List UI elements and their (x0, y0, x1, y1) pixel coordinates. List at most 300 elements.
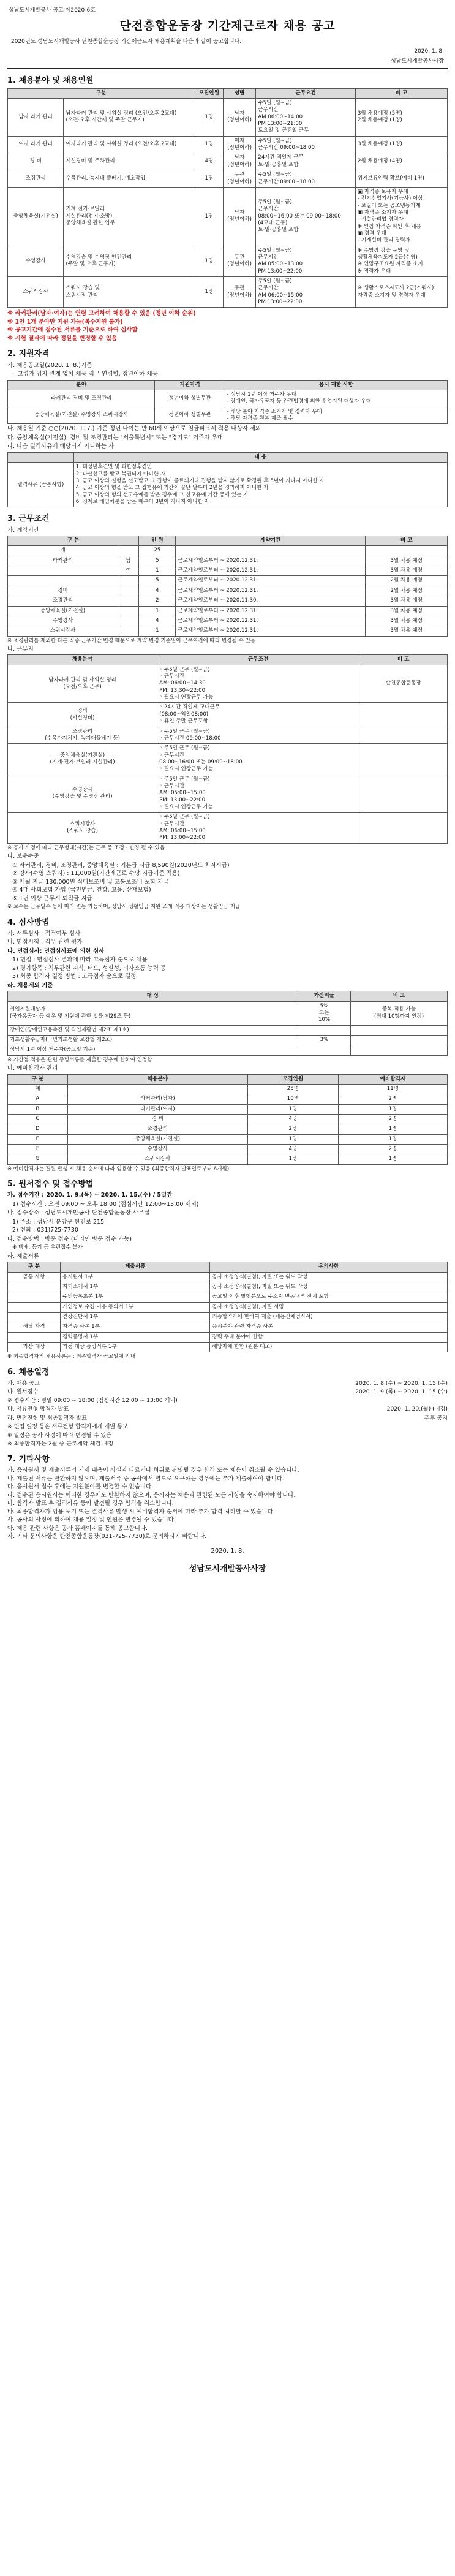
s4-c: 다. 면접심사: 면접심사표에 의한 심사 (7, 947, 105, 955)
wp-cond: ◦ 주5일 근무 (월~금) ◦ 근무시간 AM: 06:00~14:30 PM: 13:30~22:00 ◦ 필요시 연장근무 가능 (157, 665, 359, 703)
wp-field: 스쿼시강사 (스쿼시 강습) (8, 813, 157, 843)
s3-a-title: 가. 계약기간 (7, 526, 39, 534)
table-row (8, 390, 448, 407)
table-row (8, 616, 448, 626)
contract-body (8, 546, 448, 636)
contract-note-cell: 3월 채용 예정 (366, 566, 448, 576)
contract-sub: 남 (118, 556, 139, 566)
bonus-note: ※ 가산점 적용은 관련 증빙서류를 제출한 경우에 한하여 인정함 (7, 1056, 152, 1063)
recruit-work: 주5일 (월~금) 근무시간 AM 05:00~13:00 PM 13:00~22:00 (256, 246, 356, 276)
s5-b: 나. 접수장소 : 성남도시개발공사 탄천종합운동장 사무실 (7, 1210, 150, 1217)
s5-a2: 1) 접수시간 : 오전 09:00 ~ 오후 18:00 (점심시간 12:00~13:00 제외) (12, 1200, 199, 1208)
table-row (8, 703, 448, 727)
reserve-spare: 1명 (338, 1134, 447, 1144)
table-row (8, 1094, 448, 1104)
misc-item: 라. 접수된 응시원서는 어떠한 경우에도 반환하지 않으며, 응시자는 채용과 관련된 모든 사항을 숙지하여야 합니다. (7, 1491, 296, 1499)
contract-count: 4 (139, 586, 176, 596)
table-row (8, 1154, 448, 1164)
wp-field: 조경관리 (수목가지치기, 녹지대풀베기 등) (8, 727, 157, 744)
recruit-header: 모집인원 (195, 88, 223, 98)
contract-header: 계약기간 (176, 536, 366, 546)
footer-org: 성남도시개발공사사장 (189, 1564, 266, 1574)
qual-field: 중앙체육실(기전실)·수영강사·스쿼시강사 (8, 407, 155, 424)
qual-body (8, 390, 448, 424)
disqualification-table (7, 452, 448, 507)
reserve-group: G (8, 1154, 68, 1164)
doc-name: 주민등록초본 1부 (61, 1292, 210, 1302)
reserve-count: 2명 (248, 1124, 339, 1134)
doc-group (8, 1332, 61, 1342)
recruit-sex: 남자 (정년이하) (223, 187, 256, 246)
contract-category: 조경관리 (8, 596, 118, 606)
qual-req: 정년이하 성별무관 (155, 407, 225, 424)
pay-item: ① 라커관리, 경비, 조경관리, 중앙체육실 : 기본급 시급 8,590원(2020년도 최저시급) (12, 862, 230, 869)
s5-b-item: 2) 전화 : 031)725-7730 (12, 1227, 78, 1234)
recruit-detail: 시설경비 및 주차관리 (64, 153, 195, 170)
footer-date: 2020. 1. 8. (211, 1548, 244, 1555)
recruit-work: 주5일 (월~금) 근무시간 08:00~16:00 또는 09:00~18:00 (4교대 근무) 토·일·공휴일 포함 (256, 187, 356, 246)
contract-category: 스쿼시강사 (8, 626, 118, 636)
recruit-note: ※ 라커관리(남자·여자)는 연령 고려하여 채용할 수 있음 (정년 이하 순위) (7, 310, 196, 317)
recruit-note: ※ 공고기간에 접수된 서류를 기준으로 하여 심사함 (7, 327, 138, 334)
qual-field: 라커관리·경비 및 조경관리 (8, 390, 155, 407)
header-org: 성남도시개발공사사장 (391, 58, 444, 64)
contract-period: 근로계약일로부터 ~ 2020.11.30. (176, 596, 366, 606)
contract-table (7, 536, 448, 636)
doc-note: ※ 최종합격자의 채용서류는 : 최종합격자 공고일에 안내 (7, 1354, 136, 1360)
schedule-key: ※ 최종합격자는 2월 중 근로계약 체결 예정 (7, 1440, 114, 1447)
contract-note: ※ 조경관리를 제외한 다른 직종 근무기간 변경 때문으로 계약 변경 기준일이 근무여건에 따라 변경될 수 있음 (7, 637, 256, 644)
pay-item: ⑤ 1년 이상 근무시 퇴직금 지급 (12, 895, 92, 902)
misc-item: 나. 제출된 서류는 반환하지 않으며, 제출서류 중 공사에서 별도로 요구하는 경우에는 추가 제출하여야 합니다. (7, 1475, 285, 1482)
contract-sub: 여 (118, 566, 139, 576)
doc-note-cell: 공사 소정양식(별첨), 자필 또는 워드 작성 (210, 1272, 448, 1282)
reserve-header: 구 분 (8, 1074, 68, 1084)
reserve-spare: 11명 (338, 1085, 447, 1094)
qual-limit: - 해당 분야 자격증 소지자 및 경력자 우대 - 해당 자격증 원본 제출 필수 (225, 407, 447, 424)
reserve-field: 스쿼시강사 (67, 1154, 247, 1164)
contract-period: 근로계약일로부터 ~ 2020.12.31. (176, 606, 366, 616)
misc-item: 사. 공사의 사정에 의하여 채용 일정 및 인원은 변경될 수 있습니다. (7, 1517, 176, 1524)
contract-category: 라커관리 (8, 556, 118, 566)
reserve-spare: 2명 (338, 1094, 447, 1104)
contract-category: 계 (8, 546, 118, 556)
contract-count: 1 (139, 606, 176, 616)
schedule-line (7, 1388, 448, 1396)
recruit-header: 비 고 (355, 88, 447, 98)
schedule-value: 2020. 1. 9.(목) ~ 2020. 1. 15.(수) (355, 1388, 448, 1396)
contract-note-cell: 3월 채용 예정 (366, 596, 448, 606)
section-4-heading: 4. 심사방법 (7, 917, 50, 927)
qual-header: 분야 (8, 380, 155, 390)
doc-note-cell: 공고일 이후 발행분으로 주소지 변동내역 전체 포함 (210, 1292, 448, 1302)
qualification-table (7, 380, 448, 425)
table-row (8, 1313, 448, 1322)
recruit-detail: 남자라커 관리 및 샤워실 정리 (오전/오후 2교대) (오전·오후 시간제 및 주말 근무자) (64, 99, 195, 137)
s2-c-text: 다. 중앙체육실(기전실), 경비 및 조경관리는 "서울특별시" 또는 "경기도" 거주자 우대 (7, 434, 223, 441)
reserve-spare: 1명 (338, 1124, 447, 1134)
bonus-body (8, 1001, 448, 1055)
doc-group (8, 1282, 61, 1292)
table-row (8, 1045, 448, 1055)
recruit-note-cell: ※ 생활스포츠지도사 2급(스쿼시) 자격증 소지자 및 경력자 우대 (355, 276, 447, 307)
table-row (8, 1302, 448, 1312)
disq-item: 3. 금고 이상의 실형을 선고받고 그 집행이 종료되거나 집행을 받지 않기로 확정된 후 5년이 지나지 아니한 자 (75, 478, 325, 485)
table-row (8, 136, 448, 153)
s4-d: 라. 채용제외 기준 (7, 982, 53, 989)
disq-item: 1. 피성년후견인 및 피한정후견인 (75, 464, 152, 471)
recruit-count: 1명 (195, 170, 223, 188)
contract-period: 근로계약일로부터 ~ 2020.12.31. (176, 616, 366, 626)
misc-item: 가. 응시원서 및 제출서류의 기재 내용이 사실과 다르거나 허위로 판명될 경우 합격 또는 채용이 취소될 수 있습니다. (7, 1467, 299, 1474)
reserve-count: 25명 (248, 1085, 339, 1094)
schedule-line (7, 1432, 448, 1439)
s5-c: 다. 접수방법 : 방문 접수 (대리인 방문 접수 가능) (7, 1235, 132, 1243)
s4-e-title: 마. 예비합격자 관리 (7, 1065, 58, 1072)
reserve-field: 라커관리(여자) (67, 1104, 247, 1114)
section-1-heading: 1. 채용분야 및 채용인원 (7, 75, 94, 85)
misc-item: 마. 합격자 발표 후 결격사유 등이 발견될 경우 합격을 취소합니다. (7, 1500, 174, 1507)
contract-count: 1 (139, 626, 176, 636)
page-title: 단전흥합운동장 기간제근로자 채용 공고 (119, 18, 336, 32)
recruit-work: 주5일 (월~금) 근무시간 09:00~18:00 (256, 136, 356, 153)
wp-note (359, 727, 448, 744)
wp-header: 비 고 (359, 655, 448, 665)
contract-period: 근로계약일로부터 ~ 2020.12.31. (176, 586, 366, 596)
bonus-target: 장애인(장애인고용촉진 및 직업재활법 제2조 제1호) (8, 1025, 298, 1035)
recruit-header: 근무요건 (256, 88, 356, 98)
doc-group (8, 1302, 61, 1312)
wp-note: 탄천종합운동장 (359, 665, 448, 703)
doc-group (8, 1313, 61, 1322)
schedule-key: 다. 서류전형 합격자 발표 (7, 1406, 69, 1413)
reserve-group: F (8, 1145, 68, 1154)
wp-note (359, 813, 448, 843)
contract-header: 비 고 (366, 536, 448, 546)
contract-period (176, 546, 366, 556)
table-row (8, 665, 448, 703)
s2-a-rule: ◦ 고령자 임지 관계 없이 채용 직무 연령별, 정년이하 채용 (12, 371, 158, 378)
reserve-count: 1명 (248, 1134, 339, 1144)
table-row (8, 1292, 448, 1302)
contract-sub (118, 596, 139, 606)
table-row (8, 586, 448, 596)
recruit-note: ※ 시험 결과에 따라 정원을 변경할 수 있음 (7, 335, 118, 342)
section-3-heading: 3. 근무조건 (7, 514, 50, 524)
bonus-note-cell (351, 1025, 448, 1035)
contract-count: 5 (139, 556, 176, 566)
table-row (8, 744, 448, 775)
recruit-category: 수영강사 (8, 246, 64, 276)
contract-note-cell: 2월 채용 예정 (366, 586, 448, 596)
disq-header: 내 용 (73, 453, 447, 463)
section-7-heading: 7. 기타사항 (7, 1455, 50, 1464)
contract-note-cell: 3월 채용 예정 (366, 606, 448, 616)
wp-note (359, 744, 448, 775)
reserve-field (67, 1085, 247, 1094)
reserve-group: 계 (8, 1085, 68, 1094)
doc-note-cell: 최종합격자에 한하여 제출 (채용신체검사서) (210, 1313, 448, 1322)
s2-a-title: 가. 채용공고일(2020. 1. 8.)기준 (7, 362, 92, 369)
s3-b-title: 나. 근무지 (7, 645, 34, 653)
table-row (8, 1332, 448, 1342)
schedule-value: 추후 공지 (424, 1414, 448, 1422)
reserve-group: B (8, 1104, 68, 1114)
reserve-note: ※ 예비합격자는 결원 발생 시 채용 순서에 따라 임용할 수 있음 (최종합격자 발표일로부터 6개월) (7, 1165, 230, 1172)
schedule-line (7, 1397, 448, 1404)
wp-field: 중앙체육실(기전실) (기계·전기·보일러 시설관리) (8, 744, 157, 775)
bonus-note-cell (351, 1036, 448, 1045)
table-row (8, 246, 448, 276)
recruit-sex: 무관 (정년이하) (223, 170, 256, 188)
wp-field: 수영강사 (수영강습 및 수영장 관리) (8, 775, 157, 813)
s5-d: 라. 제출서류 (7, 1252, 39, 1260)
recruit-detail: 여자라커 관리 및 샤워실 정리 (오전/오후 2교대) (64, 136, 195, 153)
contract-count: 1 (139, 566, 176, 576)
workplace-table (7, 654, 448, 843)
table-row (8, 1134, 448, 1144)
bonus-header: 가산비율 (298, 991, 350, 1001)
contract-sub (118, 546, 139, 556)
recruit-category: 여자 라커 관리 (8, 136, 64, 153)
reserve-group: E (8, 1134, 68, 1144)
contract-category: 경비 (8, 586, 118, 596)
bonus-target: 취업지원대상자 (국가유공자 등 예우 및 지원에 관한 법률 제29조 등) (8, 1001, 298, 1025)
s2-d-text: 라. 다음 결격사유에 해당되지 아니하는 자 (7, 443, 115, 450)
section-5-heading: 5. 원서접수 및 접수방법 (7, 1180, 94, 1189)
reserve-group: A (8, 1094, 68, 1104)
reserve-count: 4명 (248, 1115, 339, 1124)
doc-header: 유의사항 (210, 1262, 448, 1272)
pay-note: ※ 보수는 근무일수 등에 따라 변동 가능하며, 성남시 생활임금 지원 조례 적용 대상자는 생활임금 지급 (7, 904, 241, 911)
table-row (8, 727, 448, 744)
wp-cond: ◦ 주5일 근무 (월~금) ◦ 근무시간 AM: 06:00~15:00 PM: 13:00~22:00 (157, 813, 359, 843)
contract-period: 근로계약일로부터 ~ 2020.12.31. (176, 566, 366, 576)
recruit-category: 스쿼시강사 (8, 276, 64, 307)
contract-period: 근로계약일로부터 ~ 2020.12.31. (176, 626, 366, 636)
contract-note-cell: 3월 채용 예정 (366, 556, 448, 566)
contract-period: 근로계약일로부터 ~ 2020.12.31. (176, 576, 366, 586)
table-row (8, 596, 448, 606)
bonus-rate: 5% 또는 10% (298, 1001, 350, 1025)
contract-count: 25 (139, 546, 176, 556)
table-row (8, 1322, 448, 1332)
contract-note-cell: 2월 채용 예정 (366, 576, 448, 586)
reserve-body (8, 1085, 448, 1165)
recruit-note-cell: ※ 수영장 강습 운영 및 생활체육지도자 2급(수영) ※ 인명구조요원 자격증 소지 ※ 경력자 우대 (355, 246, 447, 276)
doc-body (8, 1272, 448, 1352)
table-row (8, 407, 448, 424)
doc-name: 자격증 사본 1부 (61, 1322, 210, 1332)
bonus-note-cell: 중복 적용 가능 (최대 10%까지 인정) (351, 1001, 448, 1025)
doc-name: 자기소개서 1부 (61, 1282, 210, 1292)
recruit-count: 1명 (195, 187, 223, 246)
misc-item: 아. 채용 관련 사항은 공사 홈페이지를 통해 공고합니다. (7, 1525, 148, 1532)
doc-group (8, 1292, 61, 1302)
pay-list (7, 862, 448, 903)
table-row (8, 1001, 448, 1025)
table-row (8, 1272, 448, 1282)
table-row (8, 170, 448, 188)
doc-note-cell: 공사 소정양식(별첨), 자필 서명 (210, 1302, 448, 1312)
recruit-category: 중앙체육실(기전실) (8, 187, 64, 246)
recruit-sex: 남자 (정년이하) (223, 153, 256, 170)
misc-item: 바. 최종합격자가 임용 포기 또는 결격사유 발생 시 예비합격자 순서에 따라 추가 합격 처리할 수 있습니다. (7, 1508, 275, 1515)
table-row (8, 1104, 448, 1114)
table-row (8, 576, 448, 586)
reserve-spare: 1명 (338, 1154, 447, 1164)
contract-period: 근로계약일로부터 ~ 2020.12.31. (176, 556, 366, 566)
doc-name: 건강진단서 1부 (61, 1313, 210, 1322)
reserve-group: D (8, 1124, 68, 1134)
bonus-header: 대 상 (8, 991, 298, 1001)
recruit-note-cell: 위지보류인력 확보(예비 1명) (355, 170, 447, 188)
table-row (8, 626, 448, 636)
s5-a: 가. 접수기간 : 2020. 1. 9.(목) ~ 2020. 1. 15.(수) / 5일간 (7, 1192, 173, 1199)
doc-name: 경력증명서 1부 (61, 1332, 210, 1342)
doc-name: 응시원서 1부 (61, 1272, 210, 1282)
qual-limit: - 성남시 1년 이상 거주자 우대 - 장애인, 국가유공자 등 관련법령에 의한 취업지원 대상자 우대 (225, 390, 447, 407)
recruit-detail: 수목관리, 녹지대 풀베기, 예초작업 (64, 170, 195, 188)
disq-items (73, 463, 447, 507)
bonus-table (7, 991, 448, 1055)
schedule-value: 2020. 1. 20.(월) (예정) (386, 1406, 448, 1413)
reserve-spare: 2명 (338, 1115, 447, 1124)
reserve-table (7, 1074, 448, 1165)
doc-note-cell: 공사 소정양식(별첨), 자필 또는 워드 작성 (210, 1282, 448, 1292)
reserve-header: 예비합격자 (338, 1074, 447, 1084)
s5-c-note: ※ 택배, 등기 등 우편접수 불가 (12, 1244, 83, 1251)
notice-number: 성남도시개발공사 공고 제2020-6호 (9, 7, 96, 13)
recruit-detail: 스쿼시 강습 및 스쿼시장 관리 (64, 276, 195, 307)
recruit-work: 주5일 (월~금) 근무시간 AM 06:00~15:00 PM 13:00~22:00 (256, 276, 356, 307)
s2-b-text: 나. 채용일 기준 ○○(2020. 1. 7.) 기준 정년 나이는 만 60세 이상으로 임금피크제 적용 대상자 제외 (7, 425, 261, 433)
reserve-count: 1명 (248, 1154, 339, 1164)
schedule-value: 2020. 1. 8.(수) ~ 2020. 1. 15.(수) (355, 1379, 448, 1387)
doc-group: 해당 자격 (8, 1322, 61, 1332)
recruit-work: 주5일 (월~금) 근무시간 AM 06:00~14:00 PM 13:00~21:00 토요일 및 공휴일 근무 (256, 99, 356, 137)
bonus-rate: 3% (298, 1036, 350, 1045)
contract-header: 구 분 (8, 536, 139, 546)
recruit-count: 4명 (195, 153, 223, 170)
recruit-sex: 여자 (정년이하) (223, 136, 256, 153)
table-row (8, 187, 448, 246)
contract-category: 중앙체육실(기전실) (8, 606, 118, 616)
reserve-count: 1명 (248, 1104, 339, 1114)
contract-sub (118, 616, 139, 626)
recruit-sex: 남자 (정년이하) (223, 99, 256, 137)
disq-item: 5. 금고 이상의 형의 선고유예를 받은 경우에 그 선고유예 기간 중에 있는 자 (75, 491, 249, 498)
recruit-count: 1명 (195, 246, 223, 276)
table-row (8, 566, 448, 576)
workplace-note: ※ 공사 사정에 따라 근무형태(시간)는 근무 중 조정 · 변경 될 수 있음 (7, 844, 165, 851)
bonus-note-cell (351, 1045, 448, 1055)
table-row (8, 775, 448, 813)
contract-note-cell (366, 546, 448, 556)
contract-category (8, 576, 118, 586)
recruit-detail: 수영강습 및 수영장 안전관리 (주말 및 오후 근무자) (64, 246, 195, 276)
recruit-body (8, 99, 448, 308)
reserve-count: 4명 (248, 1145, 339, 1154)
section-2-heading: 2. 지원자격 (7, 349, 50, 359)
reserve-header: 모집인원 (248, 1074, 339, 1084)
recruit-category: 조경관리 (8, 170, 64, 188)
schedule-key: 가. 채용 공고 (7, 1379, 40, 1387)
recruit-note-cell: 3월 채용예정 (1명) (355, 136, 447, 153)
schedule-key: 라. 면접전형 및 최종합격자 발표 (7, 1414, 87, 1422)
wp-note (359, 775, 448, 813)
wp-note (359, 703, 448, 727)
reserve-spare: 2명 (338, 1145, 447, 1154)
recruit-note-cell: 2월 채용예정 (4명) (355, 153, 447, 170)
contract-sub (118, 626, 139, 636)
wp-body (8, 665, 448, 843)
pay-item: ② 강사(수영·스쿼시) : 11,000원(기간제근로 수당 지급기준 적용) (12, 870, 180, 877)
wp-field: 경비 (시설경비) (8, 703, 157, 727)
table-row (8, 1085, 448, 1094)
section-6-heading: 6. 채용일정 (7, 1367, 50, 1377)
schedule-key: ※ 접수시간 : 평일 09:00 ~ 18:00 (점심시간 12:00 ~ 13:00 제외) (7, 1397, 178, 1404)
doc-note-cell: 응시분야 관련 자격증 사본 (210, 1322, 448, 1332)
schedule-line (7, 1441, 448, 1448)
schedule-key: ※ 면접 일정 등은 서류전형 합격자에게 개별 통보 (7, 1423, 128, 1430)
reserve-spare: 1명 (338, 1104, 447, 1114)
wp-field: 남자라커 관리 및 샤워실 정리 (오전/오후 근무) (8, 665, 157, 703)
table-row (8, 1025, 448, 1035)
recruit-count: 1명 (195, 99, 223, 137)
doc-note-cell: 해당자에 한함 (원본 대조) (210, 1343, 448, 1352)
qual-header: 응시 제한 사항 (225, 380, 447, 390)
reserve-group: C (8, 1115, 68, 1124)
doc-header: 구 분 (8, 1262, 61, 1272)
contract-note-cell: 3월 채용 예정 (366, 626, 448, 636)
reserve-field: 라커관리(남자) (67, 1094, 247, 1104)
doc-group: 공통 사항 (8, 1272, 61, 1282)
table-row (8, 546, 448, 556)
reserve-field: 조경관리 (67, 1124, 247, 1134)
recruit-header: 구분 (8, 88, 195, 98)
s5-b-item: 1) 주소 : 성남시 분당구 탄천로 215 (12, 1218, 105, 1225)
title-divider (7, 68, 448, 69)
reserve-field: 수영강사 (67, 1145, 247, 1154)
reserve-field: 경 비 (67, 1115, 247, 1124)
doc-note-cell: 경력 우대 분야에 한함 (210, 1332, 448, 1342)
intro-text: 2020년도 성남도시개발공사 탄천종합운동장 기간제근로자 채용계획을 다음과 같이 공고합니다. (11, 38, 242, 45)
doc-group: 가산 대상 (8, 1343, 61, 1352)
misc-list (7, 1467, 448, 1541)
disq-item: 6. 징계로 해임처분을 받은 때부터 3년이 지나지 아니한 자 (75, 499, 209, 506)
doc-name: 개인정보 수집·이용 동의서 1부 (61, 1302, 210, 1312)
table-row (8, 1036, 448, 1045)
doc-header: 제출서류 (61, 1262, 210, 1272)
recruit-count: 1명 (195, 276, 223, 307)
contract-category (8, 566, 118, 576)
wp-cond: ◦ 주5일 근무 (월~금) ◦ 근무시간 08:00~16:00 또는 09:00~18:00 ◦ 필요시 연장근무 가능 (157, 744, 359, 775)
schedule-line (7, 1406, 448, 1413)
wp-header: 채용분야 (8, 655, 157, 665)
contract-count: 2 (139, 596, 176, 606)
misc-item: 다. 응시원서 접수 후에는 지원분야를 변경할 수 없습니다. (7, 1483, 154, 1491)
s4-a: 가. 서류심사 : 적격여부 심사 (7, 930, 81, 937)
misc-item: 자. 기타 문의사항은 탄천종합운동장(031-725-7730)로 문의하시기 바랍니다. (7, 1533, 207, 1540)
schedule-key: 나. 원서접수 (7, 1388, 39, 1396)
recruit-category: 경 비 (8, 153, 64, 170)
s4-c-item: 2) 평가항목 : 직무관련 지식, 태도, 성실성, 의사소통 능력 등 (12, 964, 167, 972)
recruit-detail: 기계·전기·보일러 시설관리(전기·소방) 중앙체육실 관련 업무 (64, 187, 195, 246)
wp-cond: ◦ 주5일 근무 (월~금) ◦ 근무시간 AM: 05:00~15:00 PM: 13:00~22:00 ◦ 필요시 연장근무 가능 (157, 775, 359, 813)
table-row (8, 1282, 448, 1292)
recruit-note-cell: 3월 채용예정 (5명) 2월 채용예정 (1명) (355, 99, 447, 137)
